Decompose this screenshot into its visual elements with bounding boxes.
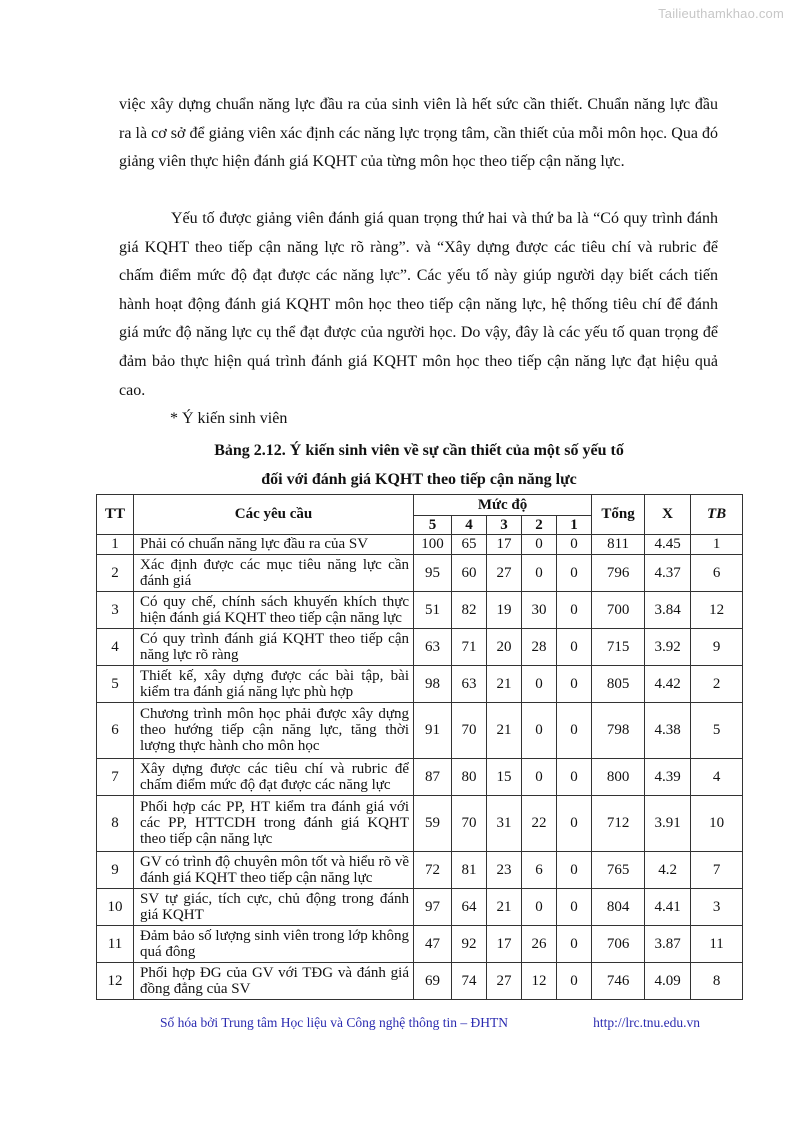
cell-total: 746	[592, 963, 645, 1000]
cell-total: 804	[592, 889, 645, 926]
cell-l4: 65	[452, 535, 487, 555]
header-total: Tổng	[592, 495, 645, 535]
cell-x: 4.09	[645, 963, 691, 1000]
cell-l3: 21	[487, 703, 522, 759]
cell-l2: 22	[522, 796, 557, 852]
table-row	[97, 535, 743, 555]
footer-url[interactable]: http://lrc.tnu.edu.vn	[593, 1015, 700, 1030]
table-row	[97, 555, 743, 592]
cell-l2: 30	[522, 592, 557, 629]
cell-l2: 0	[522, 703, 557, 759]
cell-tt: 3	[97, 592, 134, 629]
cell-l1: 0	[557, 666, 592, 703]
cell-l1: 0	[557, 555, 592, 592]
cell-l5: 63	[414, 629, 452, 666]
cell-x: 4.41	[645, 889, 691, 926]
caption-line-2: đối với đánh giá KQHT theo tiếp cận năng lực	[261, 471, 577, 488]
cell-l2: 12	[522, 963, 557, 1000]
cell-l2: 0	[522, 535, 557, 555]
cell-x: 3.87	[645, 926, 691, 963]
cell-l4: 80	[452, 759, 487, 796]
cell-tb: 6	[691, 555, 743, 592]
cell-l4: 70	[452, 796, 487, 852]
cell-l1: 0	[557, 629, 592, 666]
cell-req: SV tự giác, tích cực, chủ động trong đánh giá KQHT	[134, 889, 414, 926]
cell-tt: 5	[97, 666, 134, 703]
cell-x: 3.91	[645, 796, 691, 852]
cell-l3: 27	[487, 555, 522, 592]
cell-x: 4.45	[645, 535, 691, 555]
cell-tb: 7	[691, 852, 743, 889]
cell-l1: 0	[557, 926, 592, 963]
cell-l4: 82	[452, 592, 487, 629]
cell-total: 805	[592, 666, 645, 703]
cell-l4: 63	[452, 666, 487, 703]
cell-x: 4.42	[645, 666, 691, 703]
footer	[160, 1015, 720, 1031]
footer-source: Số hóa bởi Trung tâm Học liệu và Công nghệ thông tin – ĐHTN	[160, 1015, 509, 1030]
cell-tt: 10	[97, 889, 134, 926]
cell-l3: 17	[487, 926, 522, 963]
cell-tb: 10	[691, 796, 743, 852]
cell-tt: 6	[97, 703, 134, 759]
cell-req: Xây dựng được các tiêu chí và rubric để chấm điểm mức độ đạt được các năng lực	[134, 759, 414, 796]
cell-tt: 2	[97, 555, 134, 592]
cell-total: 700	[592, 592, 645, 629]
note-heading: * Ý kiến sinh viên	[170, 410, 288, 427]
cell-req: Chương trình môn học phải được xây dựng theo hướng tiếp cận năng lực, tăng thời lượng thực hành cho môn học	[134, 703, 414, 759]
cell-total: 715	[592, 629, 645, 666]
cell-tb: 11	[691, 926, 743, 963]
table-row	[97, 759, 743, 796]
cell-l5: 72	[414, 852, 452, 889]
cell-x: 4.2	[645, 852, 691, 889]
paragraph-1: việc xây dựng chuẩn năng lực đầu ra của sinh viên là hết sức cần thiết. Chuẩn năng lực đầu ra là cơ sở để giảng viên xác định các năng lực trọng tâm, cần thiết của mỗi môn học. Qua đó giảng viên thực hiện đánh giá KQHT của từng môn học theo tiếp cận năng lực.	[119, 96, 718, 171]
table-row	[97, 926, 743, 963]
header-requirements: Các yêu cầu	[134, 495, 414, 535]
cell-tb: 4	[691, 759, 743, 796]
header-level-1: 1	[557, 516, 592, 535]
cell-l5: 98	[414, 666, 452, 703]
cell-total: 798	[592, 703, 645, 759]
cell-req: Xác định được các mục tiêu năng lực cần đánh giá	[134, 555, 414, 592]
header-level-4: 4	[452, 516, 487, 535]
cell-tb: 12	[691, 592, 743, 629]
cell-req: Thiết kế, xây dựng được các bài tập, bài kiểm tra đánh giá năng lực phù hợp	[134, 666, 414, 703]
cell-total: 712	[592, 796, 645, 852]
table-row	[97, 963, 743, 1000]
cell-tt: 7	[97, 759, 134, 796]
cell-tt: 4	[97, 629, 134, 666]
cell-req: Phối hợp ĐG của GV với TĐG và đánh giá đồng đẳng của SV	[134, 963, 414, 1000]
cell-l5: 69	[414, 963, 452, 1000]
cell-total: 765	[592, 852, 645, 889]
cell-total: 796	[592, 555, 645, 592]
cell-l2: 28	[522, 629, 557, 666]
cell-tt: 11	[97, 926, 134, 963]
cell-tt: 12	[97, 963, 134, 1000]
cell-tb: 1	[691, 535, 743, 555]
cell-total: 706	[592, 926, 645, 963]
table-row	[97, 592, 743, 629]
cell-tb: 5	[691, 703, 743, 759]
cell-l5: 51	[414, 592, 452, 629]
table-row	[97, 889, 743, 926]
table-row	[97, 852, 743, 889]
cell-l4: 92	[452, 926, 487, 963]
table-row	[97, 796, 743, 852]
cell-x: 3.84	[645, 592, 691, 629]
table-row	[97, 629, 743, 666]
cell-l5: 95	[414, 555, 452, 592]
header-level: Mức độ	[414, 495, 592, 516]
cell-l4: 70	[452, 703, 487, 759]
cell-tt: 9	[97, 852, 134, 889]
cell-tb: 3	[691, 889, 743, 926]
cell-l4: 60	[452, 555, 487, 592]
cell-l2: 0	[522, 555, 557, 592]
cell-l2: 0	[522, 759, 557, 796]
cell-l3: 17	[487, 535, 522, 555]
cell-req: Đảm bảo số lượng sinh viên trong lớp không quá đông	[134, 926, 414, 963]
cell-req: Phối hợp các PP, HT kiểm tra đánh giá với các PP, HTTCDH trong đánh giá KQHT theo tiếp cận năng lực	[134, 796, 414, 852]
cell-l1: 0	[557, 796, 592, 852]
header-tt: TT	[97, 495, 134, 535]
cell-req: Có quy trình đánh giá KQHT theo tiếp cận năng lực rõ ràng	[134, 629, 414, 666]
cell-req: Phải có chuẩn năng lực đầu ra của SV	[134, 535, 414, 555]
cell-tt: 8	[97, 796, 134, 852]
cell-l1: 0	[557, 963, 592, 1000]
header-level-3: 3	[487, 516, 522, 535]
cell-l1: 0	[557, 703, 592, 759]
cell-l2: 6	[522, 852, 557, 889]
cell-l2: 26	[522, 926, 557, 963]
cell-l3: 20	[487, 629, 522, 666]
cell-l1: 0	[557, 592, 592, 629]
cell-l5: 59	[414, 796, 452, 852]
header-rank: TB	[691, 495, 743, 535]
cell-l3: 27	[487, 963, 522, 1000]
cell-x: 4.37	[645, 555, 691, 592]
cell-l3: 21	[487, 666, 522, 703]
cell-l1: 0	[557, 535, 592, 555]
cell-total: 800	[592, 759, 645, 796]
cell-tb: 8	[691, 963, 743, 1000]
caption-line-1: Bảng 2.12. Ý kiến sinh viên về sự cần thiết của một số yếu tố	[214, 442, 624, 459]
cell-req: Có quy chế, chính sách khuyến khích thực hiện đánh giá KQHT theo tiếp cận năng lực	[134, 592, 414, 629]
header-level-5: 5	[414, 516, 452, 535]
header-mean: X	[645, 495, 691, 535]
cell-l3: 31	[487, 796, 522, 852]
cell-x: 4.39	[645, 759, 691, 796]
cell-l4: 71	[452, 629, 487, 666]
cell-l3: 23	[487, 852, 522, 889]
cell-x: 3.92	[645, 629, 691, 666]
cell-l5: 47	[414, 926, 452, 963]
cell-l1: 0	[557, 852, 592, 889]
cell-l3: 15	[487, 759, 522, 796]
cell-tb: 2	[691, 666, 743, 703]
cell-l5: 100	[414, 535, 452, 555]
cell-l4: 74	[452, 963, 487, 1000]
paragraph-2: Yếu tố được giảng viên đánh giá quan trọng thứ hai và thứ ba là “Có quy trình đánh giá KQHT theo tiếp cận năng lực rõ ràng”. và “Xây dựng được các tiêu chí và rubric để chấm điểm mức độ đạt được các năng lực”. Các yếu tố này giúp người dạy biết cách tiến hành hoạt động đánh giá KQHT môn học theo tiếp cận năng lực, hệ thống tiêu chí để đánh giá mức độ năng lực cụ thể đạt được của người học. Do vậy, đây là các yếu tố quan trọng để đảm bảo thực hiện quá trình đánh giá KQHT môn học theo tiếp cận năng lực đạt hiệu quả cao.	[119, 210, 718, 399]
cell-tt: 1	[97, 535, 134, 555]
table-caption	[96, 436, 742, 494]
cell-l3: 19	[487, 592, 522, 629]
cell-x: 4.38	[645, 703, 691, 759]
cell-total: 811	[592, 535, 645, 555]
cell-l2: 0	[522, 889, 557, 926]
cell-l2: 0	[522, 666, 557, 703]
cell-req: GV có trình độ chuyên môn tốt và hiểu rõ về đánh giá KQHT theo tiếp cận năng lực	[134, 852, 414, 889]
cell-l5: 87	[414, 759, 452, 796]
cell-l4: 64	[452, 889, 487, 926]
table-row	[97, 666, 743, 703]
cell-l3: 21	[487, 889, 522, 926]
table-row	[97, 703, 743, 759]
cell-l1: 0	[557, 759, 592, 796]
cell-l5: 97	[414, 889, 452, 926]
results-table	[96, 494, 743, 1000]
cell-l1: 0	[557, 889, 592, 926]
cell-l5: 91	[414, 703, 452, 759]
header-level-2: 2	[522, 516, 557, 535]
watermark: Tailieuthamkhao.com	[658, 6, 784, 21]
cell-tb: 9	[691, 629, 743, 666]
cell-l4: 81	[452, 852, 487, 889]
